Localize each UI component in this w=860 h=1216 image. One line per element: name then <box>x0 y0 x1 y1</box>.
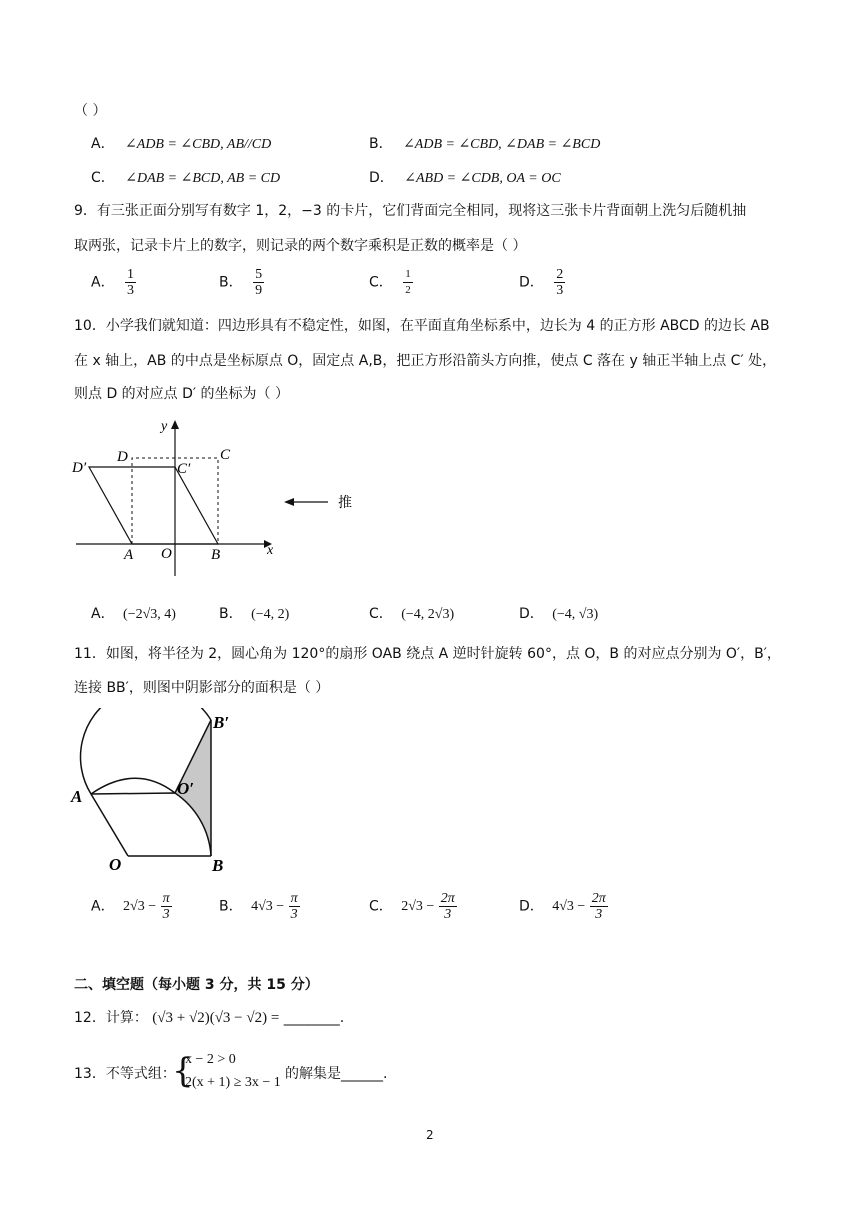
q10-option-b: B． (−4, 2) <box>219 606 290 622</box>
inner-arc <box>91 778 175 794</box>
label-a: A <box>124 547 134 563</box>
q11-option-c: C． 2√3 − $\frac{2\pi}{3}$ <box>369 891 455 922</box>
left-arrow-icon <box>284 498 294 506</box>
label-b: B <box>212 856 224 875</box>
q13-inequality-2: 2(x + 1) ≥ 3x − 1 <box>185 1075 281 1090</box>
q12: 12．计算： (√3 + √2)(√3 − √2) = ________. <box>74 1010 345 1026</box>
label-y: y <box>161 419 168 434</box>
q11-line1: 11．如图，将半径为 2，圆心角为 120°的扇形 OAB 绕点 A 逆时针旋转 60°，点 O，B 的对应点分别为 O′，B′， <box>74 646 781 662</box>
label-o: O <box>109 855 122 874</box>
q11-option-b: B． 4√3 − $\frac{\pi}{3}$ <box>219 891 298 922</box>
label-o-prime: O′ <box>177 779 195 798</box>
q12-blank: ________. <box>283 1010 345 1026</box>
section-title: 二、填空题（每小题 3 分，共 15 分） <box>74 977 319 993</box>
q8-option-b: B． ∠ADB = ∠CBD, ∠DAB = ∠BCD <box>369 136 601 152</box>
q10-option-d: D． (−4, √3) <box>519 606 599 622</box>
q13-suffix: 的解集是______. <box>285 1066 388 1082</box>
q8-option-d: D． ∠ABD = ∠CDB, OA = OC <box>369 170 561 186</box>
q9-option-d: D． $\frac{2}{3}$ <box>519 267 564 298</box>
y-arrow-icon <box>171 420 179 429</box>
label-b: B <box>211 547 221 563</box>
q9-option-c: C． $\frac{1}{2}$ <box>369 268 411 296</box>
q11-option-a: A． 2√3 − $\frac{\pi}{3}$ <box>91 891 170 922</box>
push-label: 推 <box>338 495 352 511</box>
label-c: C <box>220 447 231 463</box>
q11-line2: 连接 BB′，则图中阴影部分的面积是（ ） <box>74 680 330 696</box>
q9-option-b: B． $\frac{5}{9}$ <box>219 267 263 298</box>
q9-option-a: A． $\frac{1}{3}$ <box>91 267 135 298</box>
parallelogram <box>89 467 218 544</box>
q13-prefix: 13．不等式组： <box>74 1066 176 1082</box>
label-a: A <box>71 787 83 806</box>
q8-option-a: A． ∠ADB = ∠CBD, AB//CD <box>91 136 272 152</box>
q10-line2: 在 x 轴上，AB 的中点是坐标原点 O，固定点 A,B，把正方形沿箭头方向推，使点 C 落在 y 轴正半轴上点 C′ 处， <box>74 353 777 369</box>
segment-ao <box>91 794 128 856</box>
q10-line3: 则点 D 的对应点 D′ 的坐标为（ ） <box>74 386 289 402</box>
q13-inequality-1: x − 2 > 0 <box>185 1052 236 1067</box>
brace-icon: { <box>172 1051 194 1091</box>
page-number: 2 <box>426 1128 434 1142</box>
q9-line2: 取两张，记录卡片上的数字，则记录的两个数字乘积是正数的概率是（ ） <box>74 238 527 254</box>
label-o: O <box>161 546 172 562</box>
label-d-prime: D′ <box>72 460 87 476</box>
q11-option-d: D． 4√3 − $\frac{2\pi}{3}$ <box>519 891 606 922</box>
q10-option-c: C． (−4, 2√3) <box>369 606 455 622</box>
q10-line1: 10．小学我们就知道：四边形具有不稳定性，如图，在平面直角坐标系中，边长为 4 的正方形 ABCD 的边长 AB <box>74 318 770 334</box>
q12-expression: (√3 + √2)(√3 − √2) = <box>152 1010 280 1026</box>
q10-option-a: A． (−2√3, 4) <box>91 606 176 622</box>
q8-option-c: C． ∠DAB = ∠BCD, AB = CD <box>91 170 281 186</box>
q8-paren: （ ） <box>74 103 107 119</box>
q11-figure <box>66 708 246 878</box>
q9-line1: 9．有三张正面分别写有数字 1，2，−3 的卡片，它们背面完全相同，现将这三张卡片背面朝上洗匀后随机抽 <box>74 203 747 219</box>
label-x: x <box>267 543 274 558</box>
label-c-prime: C′ <box>177 461 191 477</box>
label-b-prime: B′ <box>213 713 230 732</box>
label-d: D <box>117 449 128 465</box>
q10-figure <box>60 410 380 585</box>
